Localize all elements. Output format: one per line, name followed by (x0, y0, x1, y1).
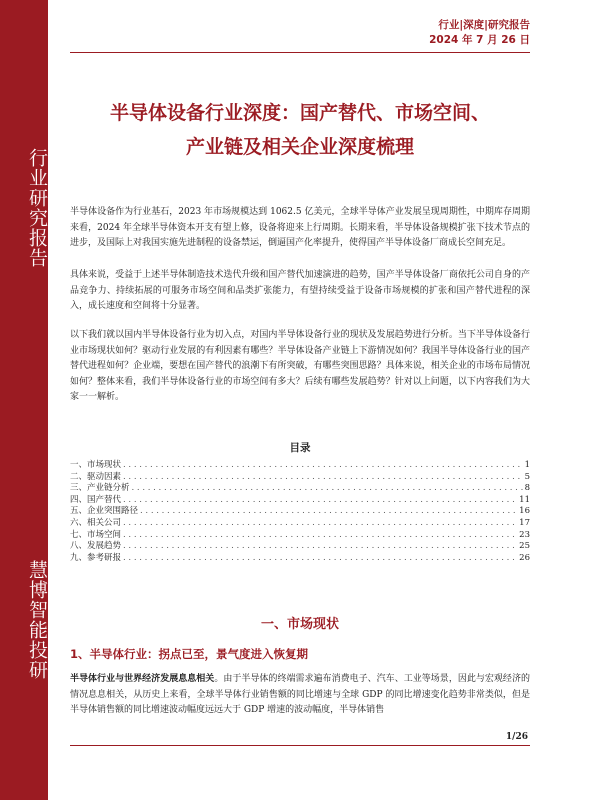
toc-item-label: 八、发展趋势 (70, 541, 122, 552)
header-divider (70, 52, 530, 53)
toc-leader (123, 553, 517, 565)
toc-item-page: 26 (519, 552, 530, 563)
toc-title: 目录 (289, 442, 311, 454)
toc-item-label: 七、市场空间 (70, 529, 122, 540)
toc-item-label: 一、市场现状 (70, 460, 122, 470)
toc-item-page: 17 (519, 517, 530, 528)
toc-item-page: 1 (524, 460, 530, 470)
toc-item[interactable] (70, 472, 530, 484)
table-of-contents (70, 460, 530, 564)
toc-leader (123, 460, 523, 472)
title-line-1: 半导体设备行业深度：国产替代、市场空间、 (109, 102, 490, 124)
toc-item[interactable] (70, 483, 530, 495)
toc-leader (123, 472, 523, 484)
toc-item-label: 四、国产替代 (70, 494, 122, 505)
toc-leader (123, 495, 517, 507)
toc-item-label: 九、参考研报 (70, 552, 122, 563)
toc-item[interactable] (70, 495, 530, 507)
report-title (70, 96, 530, 164)
intro-paragraph-2: 具体来说，受益于上述半导体制造技术迭代升级和国产替代加速演进的趋势，国产半导体设备厂商依托公司自身的产品竞争力、持续拓展的可服务市场空间和品类扩张能力，有望持续受益于设备市场规模的扩张和国产替代进程的深入，成长速度和空间将十分显著。 (70, 270, 530, 311)
toc-item[interactable] (70, 553, 530, 565)
toc-item-label: 二、驱动因素 (70, 471, 122, 482)
toc-item-page: 5 (524, 471, 530, 482)
paragraph-text: 。由于半导体的终端需求遍布消费电子、汽车、工业等场景，因此与宏观经济的情况息息相关，从历史上来看，全球半导体行业销售额的同比增速与全球 GDP 的同比增速变化趋势非常类似，但是半导体销售额的同比增速波动幅度远远大于 GDP 增速的波动幅度，半导体销售 (70, 674, 530, 715)
toc-leader (123, 530, 517, 542)
toc-leader (123, 541, 517, 553)
toc-leader (123, 518, 517, 530)
paragraph-lead: 半导体行业与世界经济发展息息相关 (70, 674, 215, 684)
sidebar-report-type: 行业研究报告 (26, 148, 48, 268)
section-heading: 一、市场现状 (260, 617, 339, 632)
intro-paragraph-3: 以下我们就以国内半导体设备行业为切入点，对国内半导体设备行业的现状及发展趋势进行分析。当下半导体设备行业市场现状如何？驱动行业发展的有利因素有哪些？半导体设备产业链上下游情况如何？我国半导体设备行业的国产替代进程如何？企业端，要想在国产替代的浪潮下有所突破，有哪些突围思路？具体来说，相关企业的市场布局情况如何？整体来看，我们半导体设备行业的市场空间有多大？后续有哪些发展趋势？针对以上问题，以下内容我们为大家一一解析。 (70, 330, 530, 402)
toc-item-page: 11 (519, 494, 530, 505)
left-sidebar (0, 0, 48, 800)
sidebar-brand: 慧博智能投研 (26, 560, 48, 680)
footer-divider (70, 745, 530, 746)
toc-item[interactable] (70, 506, 530, 518)
toc-item-page: 16 (519, 506, 530, 517)
toc-item-label: 五、企业突围路径 (70, 506, 139, 517)
section-body-paragraph (70, 672, 530, 719)
toc-item[interactable] (70, 518, 530, 530)
page-number: 1/26 (505, 732, 528, 742)
toc-item-label: 三、产业链分析 (70, 483, 130, 494)
toc-item-page: 8 (524, 483, 530, 494)
toc-leader (132, 483, 523, 495)
intro-paragraph-1: 半导体设备作为行业基石，2023 年市场规模达到 1062.5 亿美元，全球半导体产业发展呈现周期性，中期库存周期来看，2024 年全球半导体资本开支有望上修，设备将迎来上行周期。长期来看，半导体设备规模扩张下技术节点的进步，及国际上对我国实施先进制程的设备禁运，倒逼国产化率提升，使得国产半导体设备厂商成长空间充足。 (70, 207, 530, 248)
toc-item-label: 六、相关公司 (70, 517, 122, 528)
toc-item[interactable] (70, 460, 530, 472)
toc-item[interactable] (70, 541, 530, 553)
subsection-heading: 1、半导体行业：拐点已至，景气度进入恢复期 (70, 647, 308, 661)
report-tags: 行业|深度|研究报告 (438, 19, 530, 31)
toc-item-page: 23 (519, 529, 530, 540)
toc-item-page: 25 (519, 541, 530, 552)
report-date: 2024 年 7 月 26 日 (429, 34, 530, 46)
toc-item[interactable] (70, 530, 530, 542)
toc-leader (140, 506, 517, 518)
title-line-2: 产业链及相关企业深度梳理 (185, 136, 414, 158)
report-header (429, 18, 530, 48)
